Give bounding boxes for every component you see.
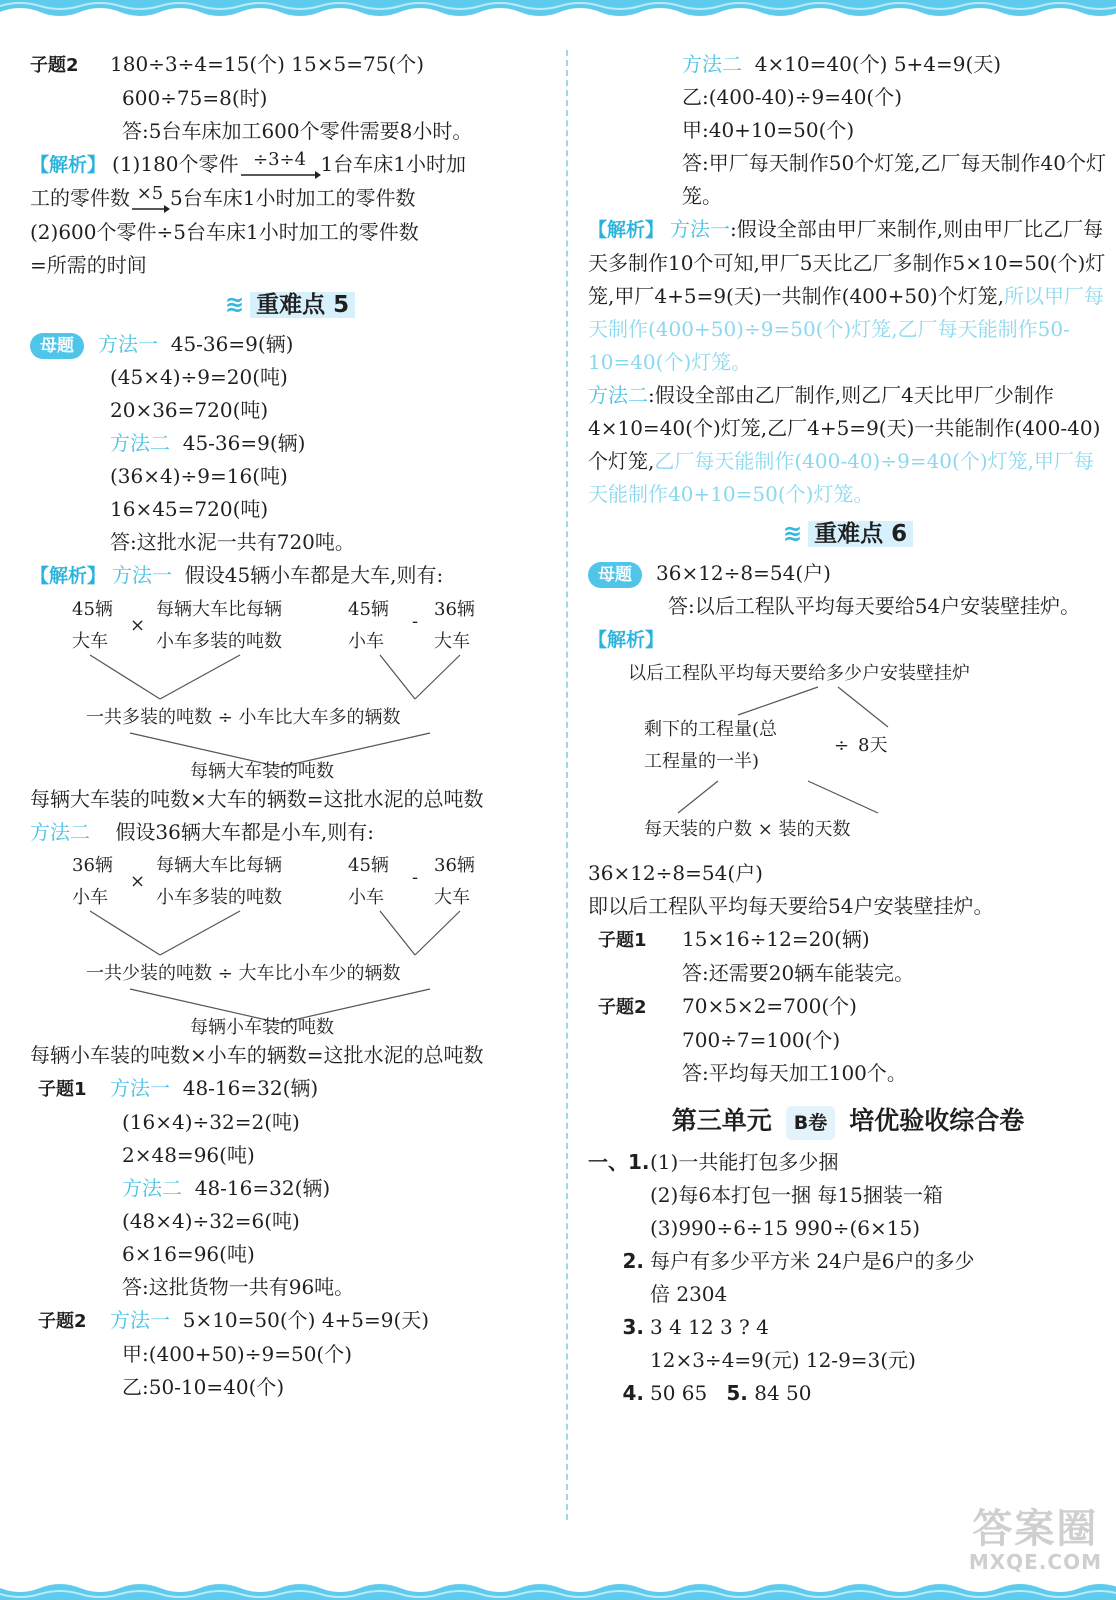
q3-line2: 12×3÷4=9(元) 12-9=3(元) xyxy=(650,1348,916,1372)
zt1-line5: (48×4)÷32=6(吨) xyxy=(122,1209,300,1233)
f2-line1: 方法二 4×10=40(个) 5+4=9(天) xyxy=(682,52,1002,76)
jiexi1-line2: 工的零件数 ×5 5台车床1小时加工的零件数 xyxy=(30,182,550,216)
diagram-connectors xyxy=(30,593,550,783)
zt1-line6: 6×16=96(吨) xyxy=(122,1242,255,1266)
jiexi2-line2: 方法二 假设36辆大车都是小车,则有: xyxy=(30,820,374,844)
r-zt1-answer: 答:还需要20辆车能装完。 xyxy=(682,961,915,985)
muti-line3: 20×36=720(吨) xyxy=(110,398,269,422)
r-zt2-line2: 700÷7=100(个) xyxy=(682,1028,841,1052)
r-zt1-line1: 子题1 15×16÷12=20(辆) xyxy=(588,923,1108,957)
zt2b-line2: 甲:(400+50)÷9=50(个) xyxy=(122,1342,353,1366)
zt1-line3: 2×48=96(吨) xyxy=(122,1143,255,1167)
muti-line1: 母题 方法一 45-36=9(辆) xyxy=(30,328,550,361)
jiexi3-method2: 方法二:假设全部由乙厂制作,则乙厂4天比甲厂少制作4×10=40(个)灯笼,乙厂4+5=9(天)一共能制作(400-40)个灯笼,乙厂每天能制作(400-40)÷9=40(个)灯笼,甲厂每天能制作40+10=50(个)灯笼。 xyxy=(588,383,1101,506)
zt1-answer: 答:这批货物一共有96吨。 xyxy=(122,1275,355,1299)
watermark: 答案圈 MXQE.COM xyxy=(968,1506,1102,1574)
analysis-label: 【解析】 xyxy=(588,629,665,651)
zt2b-line1: 子题2 方法一 5×10=50(个) 4+5=9(天) xyxy=(30,1304,550,1338)
j4-line2: 即以后工程队平均每天要给54户安装壁挂炉。 xyxy=(588,894,994,918)
analysis-diagram-1: 45辆 大车 × 每辆大车比每辆 小车多装的吨数 45辆 小车 - 36辆 大车 一共多装的吨数 ÷ 小车比大车多的辆数 每辆大车装的吨数 xyxy=(30,593,550,783)
mother-question-badge: 母题 xyxy=(30,333,84,359)
muti-line4: 方法二 45-36=9(辆) xyxy=(110,431,306,455)
q2-line2: 倍 2304 xyxy=(650,1282,728,1306)
r-zt2-line1: 子题2 70×5×2=700(个) xyxy=(588,990,1108,1024)
q1-line2: (2)每6本打包一捆 每15捆装一箱 xyxy=(650,1183,943,1207)
jiexi4-label-line xyxy=(588,623,1108,657)
right-column xyxy=(588,48,1108,1410)
q3-line1: 3. 3 4 12 3 ? 4 xyxy=(622,1315,769,1339)
left-column xyxy=(30,48,550,1404)
analysis-label: 【解析】 xyxy=(30,154,107,176)
analysis-label: 【解析】 xyxy=(30,565,107,587)
bottom-wave-border xyxy=(0,1574,1116,1600)
zt2b-line3: 乙:50-10=40(个) xyxy=(122,1375,285,1399)
f2-line3: 甲:40+10=50(个) xyxy=(682,118,855,142)
method-label: 方法一 xyxy=(98,332,158,356)
jiexi3-method1: 【解析】 方法一:假设全部由甲厂来制作,则由甲厂比乙厂每天多制作10个可知,甲厂5天比乙厂多制作5×10=50(个)灯笼,甲厂4+5=9(天)一共制作(400+50)个灯笼,所以甲厂每天制作(400+50)÷9=50(个)灯笼,乙厂每天能制作50-10=40(个)灯笼。 xyxy=(588,217,1106,374)
method-label: 方法二 xyxy=(110,431,170,455)
section-heading-6: ≋ 重难点 6 xyxy=(588,515,1108,553)
analysis-label: 【解析】 xyxy=(588,219,665,241)
q1-line1: 一、1.(1)一共能打包多少捆 xyxy=(588,1150,839,1174)
arrow-op-2: ×5 xyxy=(130,182,170,216)
muti-line5: (36×4)÷9=16(吨) xyxy=(110,464,288,488)
zt2-line1: 子题2 180÷3÷4=15(个) 15×5=75(个) xyxy=(30,48,550,82)
wave-icon: ≋ xyxy=(224,292,245,318)
section-heading-5: ≋ 重难点 5 xyxy=(30,286,550,324)
q4-q5-line: 4. 50 65 5. 84 50 xyxy=(622,1381,812,1405)
subquestion-label: 子题1 xyxy=(598,930,647,951)
zt1-line2: (16×4)÷32=2(吨) xyxy=(122,1110,300,1134)
diagram-connectors xyxy=(30,849,550,1039)
top-wave-border xyxy=(0,0,1116,26)
jiexi1-line4: =所需的时间 xyxy=(30,253,147,277)
wave-icon: ≋ xyxy=(782,521,803,547)
jiexi2-line1: 【解析】 方法一 假设45辆小车都是大车,则有: xyxy=(30,563,444,587)
zt2-answer: 答:5台车床加工600个零件需要8小时。 xyxy=(122,119,473,143)
zt2-line2: 600÷75=8(时) xyxy=(122,86,268,110)
mother-question-badge: 母题 xyxy=(588,562,642,588)
q1-line3: (3)990÷6÷15 990÷(6×15) xyxy=(650,1216,921,1240)
zt1-line1: 子题1 方法一 48-16=32(辆) xyxy=(30,1072,550,1106)
q2-line1: 2. 每户有多少平方米 24户是6户的多少 xyxy=(622,1249,975,1273)
zt1-line4: 方法二 48-16=32(辆) xyxy=(122,1176,331,1200)
muti-line6: 16×45=720(吨) xyxy=(110,497,269,521)
column-divider xyxy=(566,50,568,1520)
subquestion-label: 子题1 xyxy=(38,1079,87,1100)
muti-line2: (45×4)÷9=20(吨) xyxy=(110,365,288,389)
f2-line2: 乙:(400-40)÷9=40(个) xyxy=(682,85,903,109)
r-zt2-answer: 答:平均每天加工100个。 xyxy=(682,1061,907,1085)
analysis-diagram-2: 36辆 小车 × 每辆大车比每辆 小车多装的吨数 45辆 小车 - 36辆 大车 一共少装的吨数 ÷ 大车比小车少的辆数 每辆小车装的吨数 xyxy=(30,849,550,1039)
volume-badge: B卷 xyxy=(786,1106,835,1140)
arrow-op-1: ÷3÷4 xyxy=(239,148,321,182)
subquestion-label: 子题2 xyxy=(38,1311,87,1332)
jiexi1-line1: 【解析】 (1)180个零件 ÷3÷4 1台车床1小时加 xyxy=(30,148,550,182)
conclusion-1: 每辆大车装的吨数×大车的辆数=这批水泥的总吨数 xyxy=(30,787,484,811)
analysis-diagram-3: 以后工程队平均每天要给多少户安装壁挂炉 剩下的工程量(总 工程量的一半) ÷ 8天 每天装的户数 × 装的天数 xyxy=(588,657,1108,857)
m6-line1: 母题 36×12÷8=54(户) xyxy=(588,557,1108,590)
muti-answer: 答:这批水泥一共有720吨。 xyxy=(110,530,355,554)
jiexi1-line3: (2)600个零件÷5台车床1小时加工的零件数 xyxy=(30,220,419,244)
j4-line1: 36×12÷8=54(户) xyxy=(588,861,763,885)
conclusion-2: 每辆小车装的吨数×小车的辆数=这批水泥的总吨数 xyxy=(30,1043,484,1067)
subquestion-label: 子题2 xyxy=(30,55,79,76)
m6-answer: 答:以后工程队平均每天要给54户安装壁挂炉。 xyxy=(668,594,1081,618)
subquestion-label: 子题2 xyxy=(598,997,647,1018)
f2-answer: 答:甲厂每天制作50个灯笼,乙厂每天制作40个灯笼。 xyxy=(682,151,1106,208)
unit-title: 第三单元 B卷 培优验收综合卷 xyxy=(588,1104,1108,1140)
